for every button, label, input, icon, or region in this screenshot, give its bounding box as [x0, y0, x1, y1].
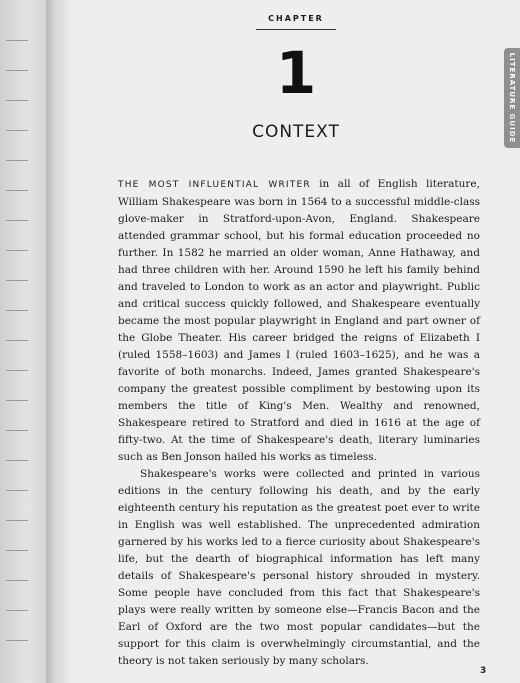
chapter-label: CHAPTER	[268, 14, 324, 23]
lead-in-smallcaps: THE MOST INFLUENTIAL WRITER	[118, 180, 311, 190]
page-edge-line	[6, 310, 28, 311]
page-edge-line	[6, 340, 28, 341]
page-edge-line	[6, 400, 28, 401]
page-edge-line	[6, 550, 28, 551]
tab-guide-text: GUIDE	[508, 113, 516, 144]
paragraph-1-text: in all of English literature, William Shakespeare was born in 1564 to a successful middle-class glove-maker in Stratford-upon-Avon, England. Shakespeare attended grammar school, but his formal education proceeded no further. In 1582 he married an older woman, Anne Hathaway, and had three children with her. Around 1590 he left his family behind and traveled to London to work as an actor and playwright. Public and critical success quickly followed, and Shakespeare eventually became the most popular playwright in England and part owner of the Globe Theater. His career bridged the reigns of Elizabeth I (ruled 1558–1603) and James I (ruled 1603–1625), and he was a favorite of both monarchs. Indeed, James granted Shakespeare's company the greatest possible compliment by bestowing upon its members the title of King's Men. Wealthy and renowned, Shakespeare retired to Stratford and died in 1616 at the age of fifty-two. At the time of Shakespeare's death, literary luminaries such as Ben Jonson hailed his works as timeless.	[118, 178, 480, 463]
chapter-body	[118, 176, 480, 670]
page-edge-line	[6, 280, 28, 281]
paragraph-2: Shakespeare's works were collected and printed in various editions in the century following his death, and by the early eighteenth century his reputation as the greatest poet ever to write in English was well established. The unprecedented admiration garnered by his works led to a fierce curiosity about Shakespeare's life, but the dearth of biographical information has left many details of Shakespeare's personal history shrouded in mystery. Some people have concluded from this fact that Shakespeare's plays were really written by someone else—Francis Bacon and the Earl of Oxford are the two most popular candidates—but the support for this claim is overwhelmingly circumstantial, and the theory is not taken seriously by many scholars.	[118, 468, 480, 667]
page-edge-line	[6, 70, 28, 71]
literature-guide-tab-label	[508, 53, 516, 144]
page-edge-line	[6, 370, 28, 371]
page-number: 3	[480, 666, 487, 676]
page-edge-line	[6, 130, 28, 131]
page-edge-line	[6, 460, 28, 461]
page-edge-line	[6, 610, 28, 611]
page-edge-line	[6, 40, 28, 41]
chapter-number: 1	[275, 39, 317, 107]
page-edge-line	[6, 640, 28, 641]
previous-page-edge	[0, 0, 47, 683]
page-edge-line	[6, 430, 28, 431]
literature-guide-tab	[504, 48, 520, 148]
page-edge-line	[6, 520, 28, 521]
chapter-title: CONTEXT	[252, 122, 340, 142]
book-page	[72, 0, 520, 683]
page-edge-line	[6, 190, 28, 191]
page-edge-line	[6, 490, 28, 491]
tab-literature-text: LITERATURE	[508, 52, 516, 111]
page-edge-line	[6, 580, 28, 581]
page-edge-line	[6, 220, 28, 221]
chapter-rule	[256, 29, 336, 30]
page-edge-line	[6, 100, 28, 101]
book-gutter	[46, 0, 72, 683]
page-edge-line	[6, 160, 28, 161]
paragraph-1	[118, 176, 480, 466]
page-edge-line	[6, 250, 28, 251]
